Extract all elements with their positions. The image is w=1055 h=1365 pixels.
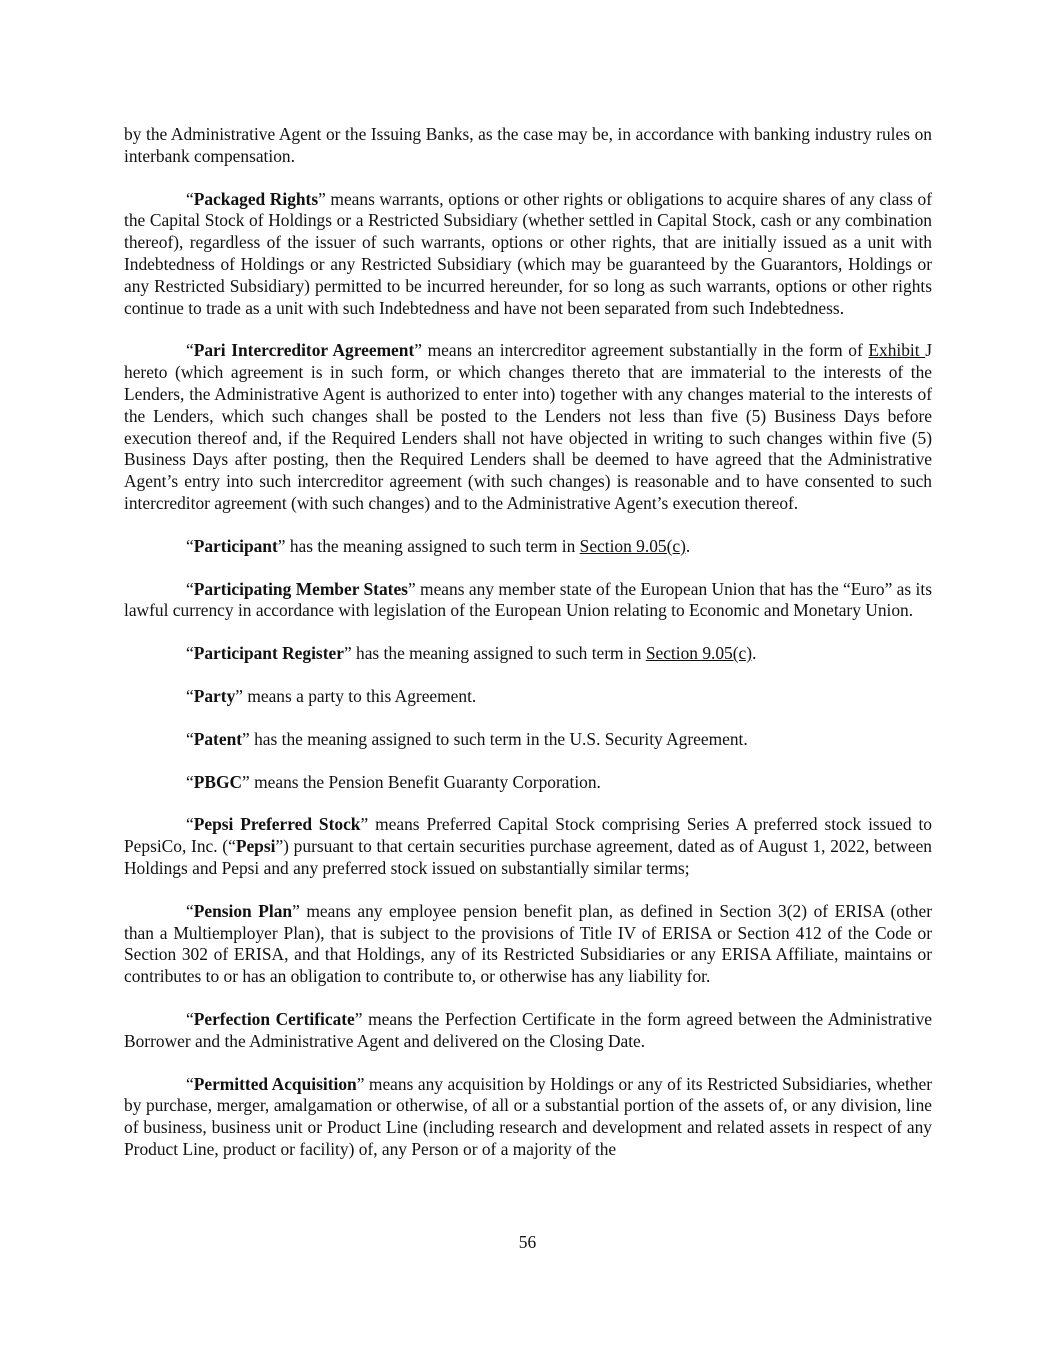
quote-open: “ — [186, 1008, 194, 1029]
quote-open: “ — [186, 728, 194, 749]
defined-term: Participating Member States — [193, 578, 408, 599]
quote-open: “ — [186, 643, 194, 664]
quote-close: ” — [242, 728, 250, 749]
quote-open: “ — [186, 814, 194, 835]
quote-open: “ — [186, 578, 194, 599]
quote-close: ” — [356, 1073, 365, 1094]
definition-text: means warrants, options or other rights or obligations to acquire shares of any class of the Capital Stock of Holdings or a Restricted Subsidiary (whether settled in Capital Stock, cash or any combination thereof), regardless of the issuer of such warrants, options or other rights, that are initially issued as a unit with Indebtedness of Holdings or any Restricted Subsidiary (which may be guaranteed by the Guarantors, Holdings or any Restricted Subsidiary) permitted to be incurred hereunder, for so long as such warrants, options or other rights continue to trade as a unit with such Indebtedness and have not been separated from such Indebtedness. — [124, 188, 933, 318]
quote-close: ” — [292, 900, 300, 921]
definition-text: means the Perfection Certificate in the form agreed between the Administrative Borrower and the Administrative Agent and delivered on the Closing Date. — [124, 1008, 933, 1051]
defined-term: PBGC — [193, 771, 243, 792]
definition-text: has the meaning assigned to such term in — [285, 535, 580, 556]
defined-term: Packaged Rights — [193, 188, 319, 209]
definition-perfection-certificate — [124, 1009, 932, 1053]
page-number: 56 — [518, 1232, 537, 1252]
paragraph-text: by the Administrative Agent or the Issuing Banks, as the case may be, in accordance with banking industry rules on interbank compensation. — [124, 124, 932, 166]
definition-party — [124, 686, 932, 708]
defined-term: Perfection Certificate — [193, 1008, 355, 1029]
quote-close: ” — [407, 578, 416, 599]
paragraph-continuation — [124, 124, 932, 168]
definition-pbgc — [124, 772, 932, 794]
defined-term: Participant — [193, 535, 278, 556]
cross-reference-link[interactable]: Exhibit — [868, 340, 926, 361]
definition-text: ”) pursuant to that certain securities purchase agreement, dated as of August 1, 2022, between Holdings and Pepsi and any preferred stock issued on substantially similar terms; — [124, 836, 932, 878]
definition-permitted-acquisition — [124, 1074, 932, 1161]
definition-pari-intercreditor-agreement — [124, 340, 932, 514]
defined-term: Pepsi — [235, 836, 276, 857]
definition-text: means an intercreditor agreement substantially in the form of — [421, 340, 869, 361]
definition-text: means Preferred Capital Stock comprising Series A preferred stock issued to PepsiCo, Inc. (“ — [124, 814, 932, 857]
document-page — [124, 124, 932, 1161]
quote-open: “ — [186, 535, 194, 556]
definition-text: . — [685, 535, 691, 556]
defined-term: Participant Register — [193, 643, 344, 664]
defined-term: Pension Plan — [193, 900, 293, 921]
definition-text: means any employee pension benefit plan, as defined in Section 3(2) of ERISA (other than a Multiemployer Plan), that is subject to the provisions of Title IV of ERISA or Section 412 of the Code or Section 302 of ERISA, and that Holdings, any of its Restricted Subsidiaries or any ERISA Affiliate, maintains or contributes to or has an obligation to contribute to, or otherwise has any liability for. — [124, 900, 932, 987]
definition-text: . — [752, 643, 757, 664]
defined-term: Permitted Acquisition — [193, 1073, 357, 1094]
quote-close: ” — [414, 340, 422, 361]
quote-close: ” — [343, 643, 352, 664]
defined-term: Party — [193, 685, 236, 706]
definition-text: means the Pension Benefit Guaranty Corporation. — [249, 771, 601, 792]
definition-patent — [124, 729, 932, 751]
defined-term: Patent — [193, 728, 243, 749]
quote-close: ” — [360, 814, 369, 835]
definition-pepsi-preferred-stock — [124, 814, 932, 879]
defined-term: Pari Intercreditor Agreement — [193, 340, 415, 361]
definition-text: J hereto (which agreement is in such form, or which changes thereto that are immaterial to the interests of the Lenders, the Administrative Agent is authorized to enter into) together with any changes material to the interests of the Lenders, which such changes shall be posted to the Lenders not less than five (5) Business Days before execution thereof and, if the Required Lenders shall not have objected in writing to such changes within five (5) Business Days after posting, then the Required Lenders shall be deemed to have agreed that the Administrative Agent’s entry into such intercreditor agreement (with such changes) is reasonable and to have consented to such intercreditor agreement (with such changes) and to the Administrative Agent’s execution thereof. — [124, 340, 932, 513]
defined-term: Pepsi Preferred Stock — [193, 814, 361, 835]
cross-reference-link[interactable]: Section 9.05(c) — [579, 535, 686, 556]
quote-open: “ — [186, 900, 194, 921]
definition-text: means any acquisition by Holdings or any of its Restricted Subsidiaries, whether by purchase, merger, amalgamation or otherwise, of all or a substantial portion of the assets of, or any division, line of business, business unit or Product Line (including research and development and related assets in respect of any Product Line, product or facility) of, any Person or of a majority of the — [124, 1073, 932, 1159]
quote-open: “ — [186, 1073, 194, 1094]
definition-text: has the meaning assigned to such term in the U.S. Security Agreement. — [249, 728, 748, 749]
cross-reference-link[interactable]: Section 9.05(c) — [645, 643, 753, 664]
definition-text: means a party to this Agreement. — [243, 685, 477, 706]
definition-packaged-rights — [124, 189, 932, 320]
definition-text: has the meaning assigned to such term in — [351, 643, 646, 664]
definition-participating-member-states — [124, 579, 932, 623]
quote-open: “ — [186, 188, 194, 209]
quote-open: “ — [186, 340, 194, 361]
quote-close: ” — [277, 535, 286, 556]
quote-open: “ — [186, 685, 194, 706]
definition-participant-register — [124, 643, 932, 665]
quote-close: ” — [318, 188, 326, 209]
quote-close: ” — [242, 771, 250, 792]
definition-pension-plan — [124, 901, 932, 988]
quote-open: “ — [186, 771, 194, 792]
quote-close: ” — [354, 1008, 363, 1029]
definition-participant — [124, 536, 932, 558]
definition-text: means any member state of the European Union that has the “Euro” as its lawful currency in accordance with legislation of the European Union relating to Economic and Monetary Union. — [124, 578, 932, 621]
quote-close: ” — [235, 685, 243, 706]
